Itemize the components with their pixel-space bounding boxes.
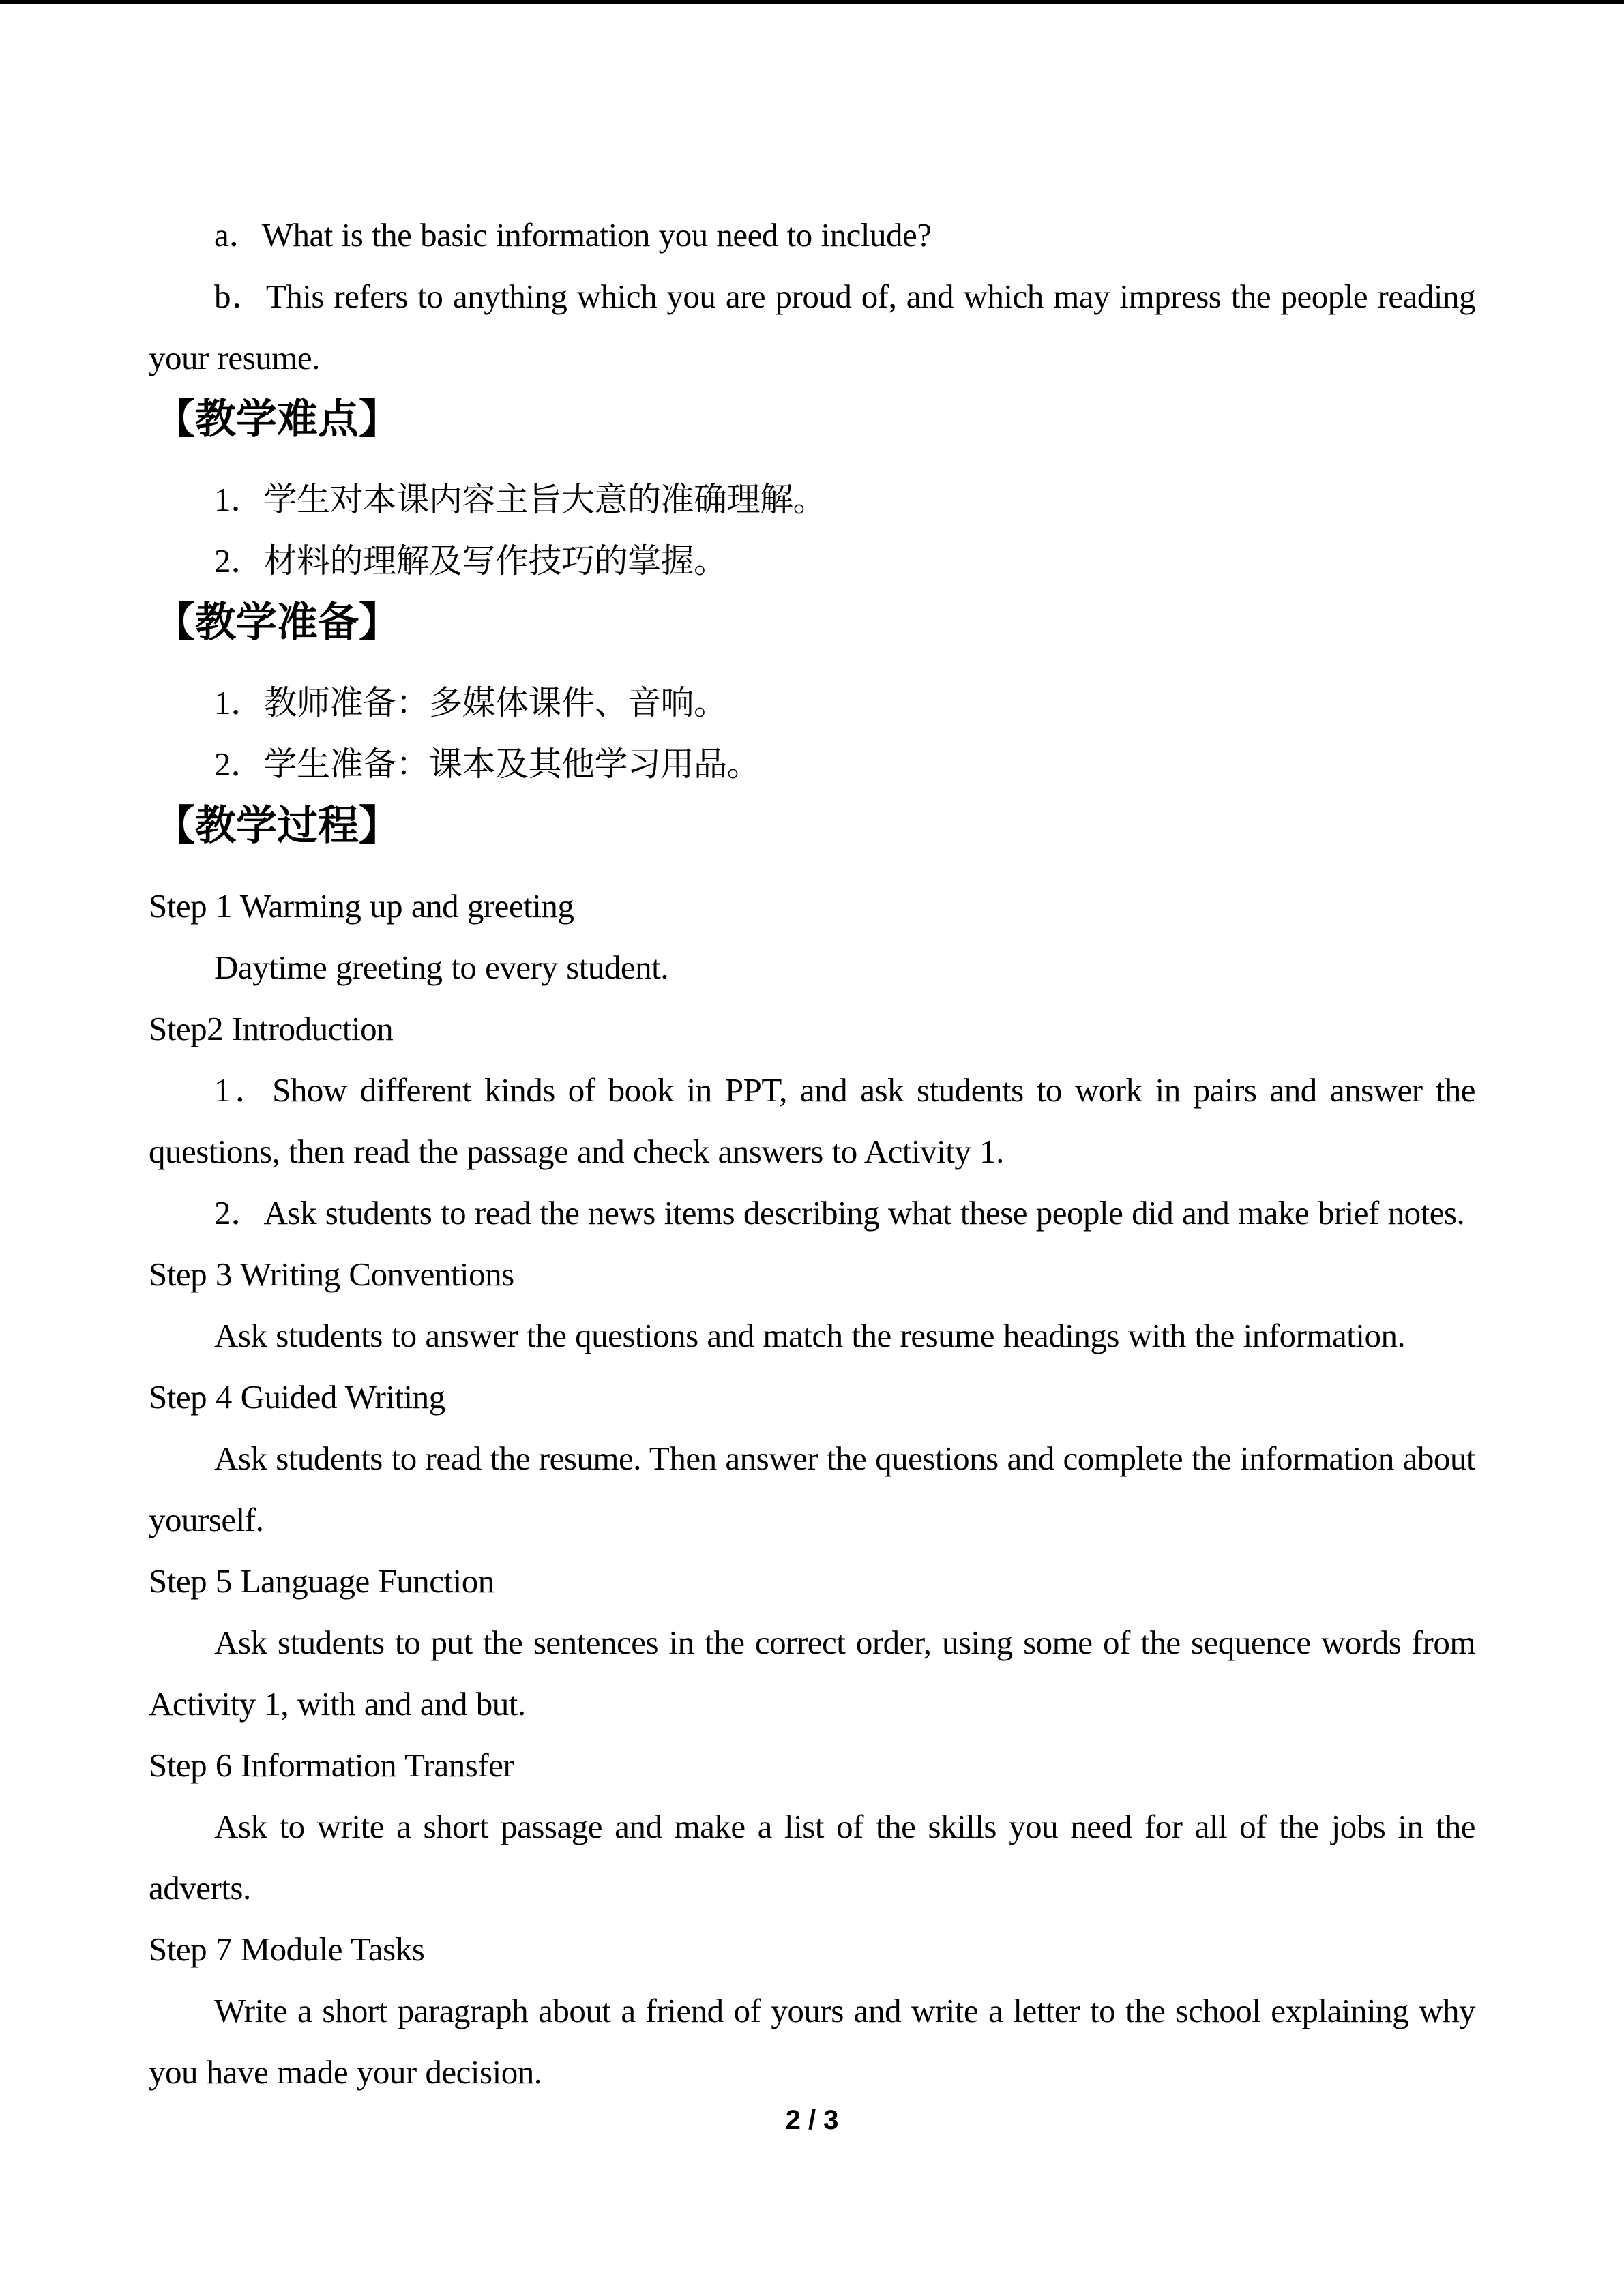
difficulty-item-2: 2．材料的理解及写作技巧的掌握。	[214, 542, 727, 580]
step-5-detail: Ask students to put the sentences in the correct order, using some of the sequence words from Activity 1, with and and but.	[149, 1624, 1475, 1723]
heading-teaching-difficulties: 【教学难点】	[154, 397, 400, 442]
step-4-heading: Step 4 Guided Writing	[149, 1378, 445, 1416]
step-5-heading: Step 5 Language Function	[149, 1562, 494, 1600]
step-2-item-2: 2．Ask students to read the news items describing what these people did and make brief notes.	[214, 1194, 1465, 1232]
heading-teaching-preparation: 【教学准备】	[154, 600, 400, 645]
step-3-detail: Ask students to answer the questions and match the resume headings with the information.	[214, 1317, 1406, 1354]
step-7-detail: Write a short paragraph about a friend of yours and write a letter to the school explaining why you have made your decision.	[149, 1992, 1475, 2091]
step-6-heading: Step 6 Information Transfer	[149, 1746, 514, 1784]
question-item-b: b．This refers to anything which you are proud of, and which may impress the people reading your resume.	[149, 278, 1475, 376]
heading-teaching-process: 【教学过程】	[154, 803, 400, 848]
preparation-item-2: 2．学生准备：课本及其他学习用品。	[214, 745, 761, 783]
page-top-border	[0, 0, 1624, 4]
step-1-detail: Daytime greeting to every student.	[214, 949, 668, 986]
step-1-heading: Step 1 Warming up and greeting	[149, 887, 574, 925]
step-7-heading: Step 7 Module Tasks	[149, 1930, 425, 1968]
difficulty-item-1: 1．学生对本课内容主旨大意的准确理解。	[214, 481, 827, 518]
page-number: 2 / 3	[785, 2105, 839, 2135]
step-3-heading: Step 3 Writing Conventions	[149, 1255, 514, 1293]
step-2-heading: Step2 Introduction	[149, 1010, 394, 1047]
step-6-detail: Ask to write a short passage and make a list of the skills you need for all of the jobs in the adverts.	[149, 1808, 1475, 1907]
preparation-item-1: 1．教师准备：多媒体课件、音响。	[214, 684, 727, 721]
question-item-a: a．What is the basic information you need to include?	[214, 216, 932, 254]
step-4-detail: Ask students to read the resume. Then answer the questions and complete the information about yourself.	[149, 1440, 1475, 1538]
step-2-item-1: 1．Show different kinds of book in PPT, and ask students to work in pairs and answer the questions, then read the passage and check answers to Activity 1.	[149, 1071, 1475, 1170]
